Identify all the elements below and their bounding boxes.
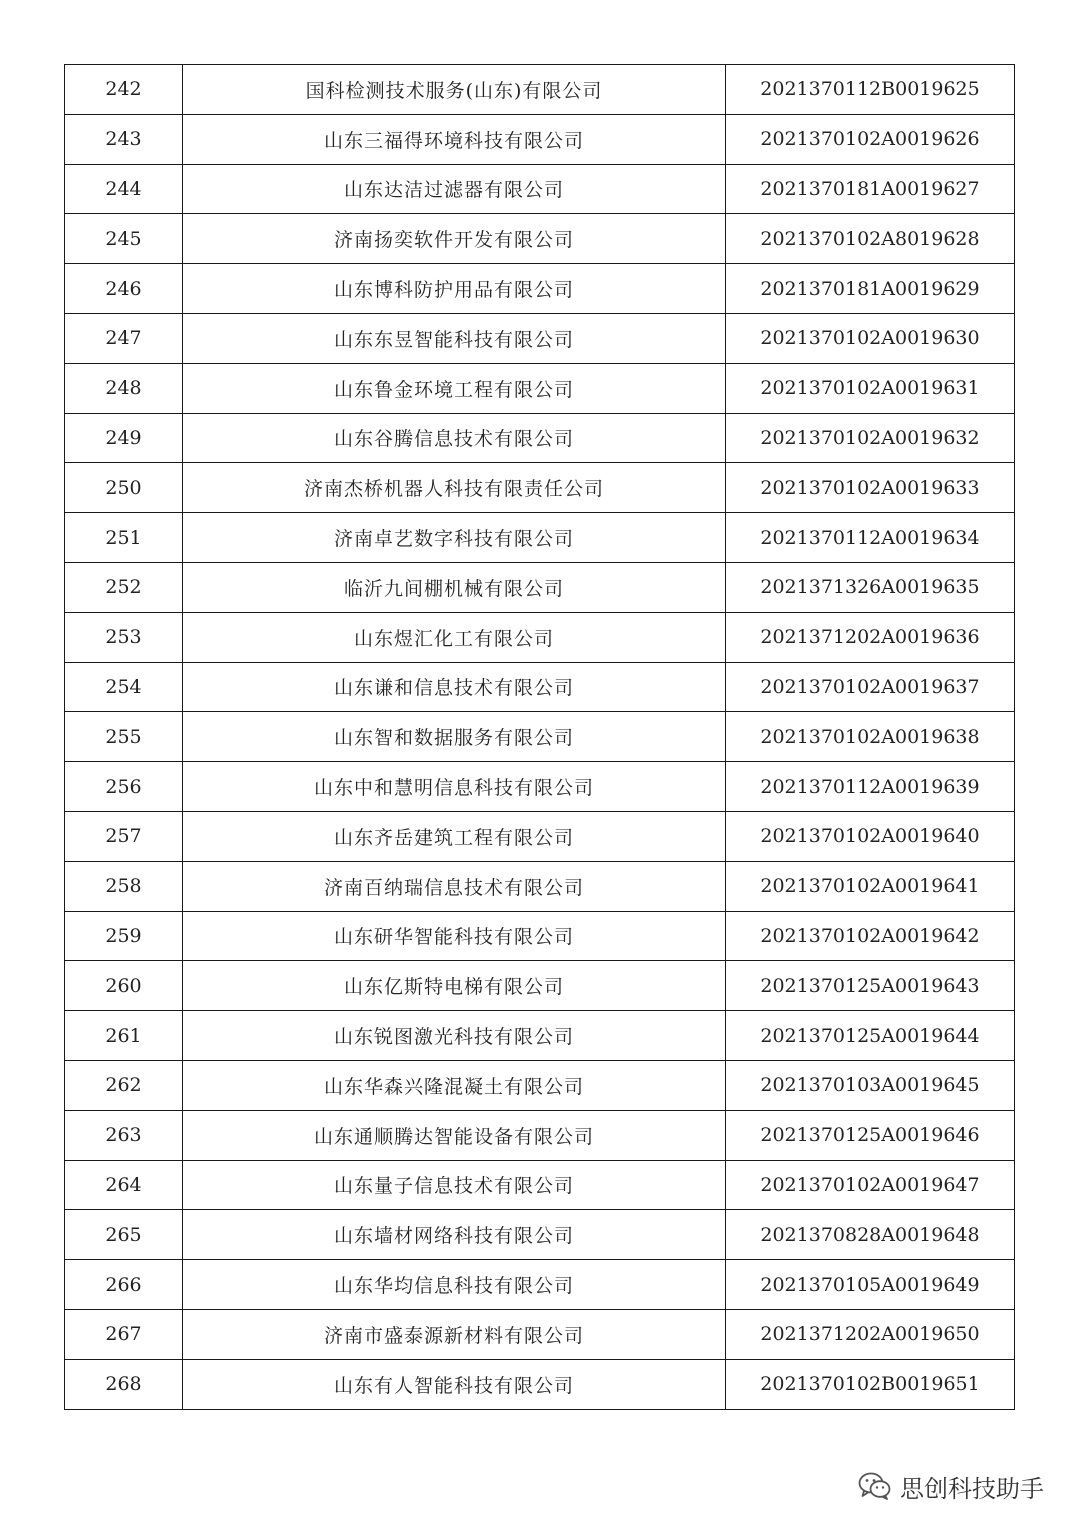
table-row xyxy=(65,114,1015,164)
company-name-cell: 山东谦和信息技术有限公司 xyxy=(183,662,726,712)
table-row xyxy=(65,164,1015,214)
table-row xyxy=(65,811,1015,861)
company-name-cell: 山东齐岳建筑工程有限公司 xyxy=(183,811,726,861)
company-name-cell: 山东智和数据服务有限公司 xyxy=(183,712,726,762)
row-number-cell: 242 xyxy=(65,65,183,115)
registration-code-cell: 2021370105A0019649 xyxy=(726,1260,1015,1310)
company-name-cell: 山东鲁金环境工程有限公司 xyxy=(183,363,726,413)
table-row xyxy=(65,911,1015,961)
registration-code-cell: 2021370102A0019641 xyxy=(726,861,1015,911)
row-number-cell: 245 xyxy=(65,214,183,264)
row-number-cell: 264 xyxy=(65,1160,183,1210)
row-number-cell: 265 xyxy=(65,1210,183,1260)
row-number-cell: 260 xyxy=(65,961,183,1011)
table-row xyxy=(65,413,1015,463)
table-row xyxy=(65,1011,1015,1061)
row-number-cell: 246 xyxy=(65,264,183,314)
table-row xyxy=(65,65,1015,115)
table-row xyxy=(65,214,1015,264)
table-body xyxy=(65,65,1015,1410)
row-number-cell: 268 xyxy=(65,1359,183,1409)
registration-code-cell: 2021371326A0019635 xyxy=(726,562,1015,612)
row-number-cell: 244 xyxy=(65,164,183,214)
company-name-cell: 山东中和慧明信息科技有限公司 xyxy=(183,762,726,812)
company-name-cell: 济南百纳瑞信息技术有限公司 xyxy=(183,861,726,911)
wechat-icon xyxy=(858,1472,892,1500)
row-number-cell: 257 xyxy=(65,811,183,861)
row-number-cell: 243 xyxy=(65,114,183,164)
table-row xyxy=(65,1309,1015,1359)
row-number-cell: 263 xyxy=(65,1110,183,1160)
registration-code-cell: 2021370102A0019632 xyxy=(726,413,1015,463)
registration-code-cell: 2021370102A0019640 xyxy=(726,811,1015,861)
registration-code-cell: 2021370125A0019643 xyxy=(726,961,1015,1011)
registration-code-cell: 2021370112B0019625 xyxy=(726,65,1015,115)
table-row xyxy=(65,363,1015,413)
company-name-cell: 山东三福得环境科技有限公司 xyxy=(183,114,726,164)
registration-code-cell: 2021370102A0019633 xyxy=(726,463,1015,513)
row-number-cell: 251 xyxy=(65,513,183,563)
company-name-cell: 山东达洁过滤器有限公司 xyxy=(183,164,726,214)
registration-code-cell: 2021370112A0019639 xyxy=(726,762,1015,812)
registration-code-cell: 2021370112A0019634 xyxy=(726,513,1015,563)
registration-code-cell: 2021370125A0019646 xyxy=(726,1110,1015,1160)
registration-code-cell: 2021370102B0019651 xyxy=(726,1359,1015,1409)
table-row xyxy=(65,1359,1015,1409)
company-name-cell: 国科检测技术服务(山东)有限公司 xyxy=(183,65,726,115)
registration-code-cell: 2021370102A8019628 xyxy=(726,214,1015,264)
registration-code-cell: 2021370102A0019647 xyxy=(726,1160,1015,1210)
registration-code-cell: 2021370102A0019642 xyxy=(726,911,1015,961)
registration-code-cell: 2021370828A0019648 xyxy=(726,1210,1015,1260)
table-row xyxy=(65,562,1015,612)
company-name-cell: 山东通顺腾达智能设备有限公司 xyxy=(183,1110,726,1160)
company-name-cell: 山东东昱智能科技有限公司 xyxy=(183,313,726,363)
registration-code-cell: 2021370181A0019629 xyxy=(726,264,1015,314)
table-row xyxy=(65,961,1015,1011)
row-number-cell: 267 xyxy=(65,1309,183,1359)
row-number-cell: 259 xyxy=(65,911,183,961)
company-name-cell: 山东量子信息技术有限公司 xyxy=(183,1160,726,1210)
table-row xyxy=(65,712,1015,762)
company-name-cell: 山东有人智能科技有限公司 xyxy=(183,1359,726,1409)
company-name-cell: 山东博科防护用品有限公司 xyxy=(183,264,726,314)
row-number-cell: 252 xyxy=(65,562,183,612)
table-row xyxy=(65,463,1015,513)
table-row xyxy=(65,1260,1015,1310)
row-number-cell: 262 xyxy=(65,1060,183,1110)
registration-code-cell: 2021371202A0019650 xyxy=(726,1309,1015,1359)
table-row xyxy=(65,1160,1015,1210)
table-row xyxy=(65,264,1015,314)
registration-code-cell: 2021370102A0019637 xyxy=(726,662,1015,712)
company-name-cell: 山东锐图激光科技有限公司 xyxy=(183,1011,726,1061)
watermark xyxy=(858,1468,1044,1504)
row-number-cell: 255 xyxy=(65,712,183,762)
company-name-cell: 山东研华智能科技有限公司 xyxy=(183,911,726,961)
company-name-cell: 济南扬奕软件开发有限公司 xyxy=(183,214,726,264)
row-number-cell: 248 xyxy=(65,363,183,413)
registration-code-cell: 2021370103A0019645 xyxy=(726,1060,1015,1110)
company-table xyxy=(64,64,1015,1410)
row-number-cell: 253 xyxy=(65,612,183,662)
company-name-cell: 临沂九间棚机械有限公司 xyxy=(183,562,726,612)
table-row xyxy=(65,612,1015,662)
watermark-label: 思创科技助手 xyxy=(900,1474,1044,1503)
row-number-cell: 247 xyxy=(65,313,183,363)
registration-code-cell: 2021370102A0019631 xyxy=(726,363,1015,413)
table-row xyxy=(65,1110,1015,1160)
table-row xyxy=(65,662,1015,712)
company-name-cell: 山东亿斯特电梯有限公司 xyxy=(183,961,726,1011)
registration-code-cell: 2021371202A0019636 xyxy=(726,612,1015,662)
row-number-cell: 261 xyxy=(65,1011,183,1061)
registration-code-cell: 2021370102A0019638 xyxy=(726,712,1015,762)
table-row xyxy=(65,1060,1015,1110)
company-name-cell: 山东墙材网络科技有限公司 xyxy=(183,1210,726,1260)
company-name-cell: 山东谷腾信息技术有限公司 xyxy=(183,413,726,463)
company-name-cell: 济南卓艺数字科技有限公司 xyxy=(183,513,726,563)
registration-code-cell: 2021370181A0019627 xyxy=(726,164,1015,214)
table-row xyxy=(65,513,1015,563)
registration-code-cell: 2021370125A0019644 xyxy=(726,1011,1015,1061)
row-number-cell: 249 xyxy=(65,413,183,463)
table-row xyxy=(65,313,1015,363)
registration-code-cell: 2021370102A0019626 xyxy=(726,114,1015,164)
company-name-cell: 山东煜汇化工有限公司 xyxy=(183,612,726,662)
row-number-cell: 254 xyxy=(65,662,183,712)
row-number-cell: 266 xyxy=(65,1260,183,1310)
table-row xyxy=(65,1210,1015,1260)
registration-code-cell: 2021370102A0019630 xyxy=(726,313,1015,363)
company-name-cell: 济南市盛泰源新材料有限公司 xyxy=(183,1309,726,1359)
company-name-cell: 济南杰桥机器人科技有限责任公司 xyxy=(183,463,726,513)
company-name-cell: 山东华森兴隆混凝土有限公司 xyxy=(183,1060,726,1110)
table-row xyxy=(65,762,1015,812)
row-number-cell: 250 xyxy=(65,463,183,513)
row-number-cell: 256 xyxy=(65,762,183,812)
table-row xyxy=(65,861,1015,911)
company-name-cell: 山东华均信息科技有限公司 xyxy=(183,1260,726,1310)
row-number-cell: 258 xyxy=(65,861,183,911)
